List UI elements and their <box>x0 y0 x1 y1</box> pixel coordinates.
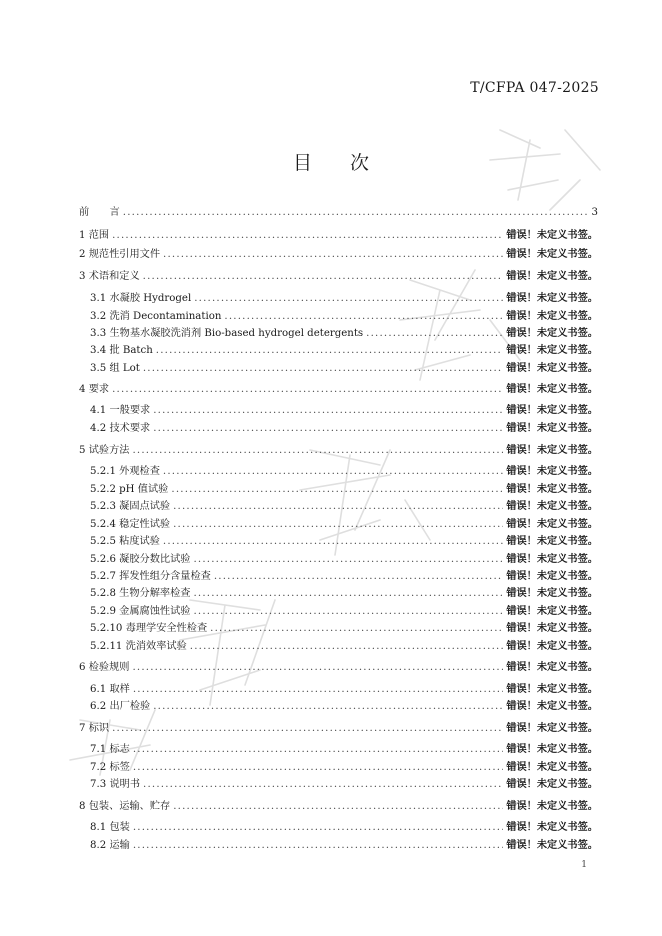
toc-leader-dots <box>193 553 503 567</box>
toc-entry-label: 5.2.3 凝固点试验 <box>90 501 171 512</box>
toc-leader-dots <box>133 839 503 853</box>
toc-entry-label: 5.2.6 凝胶分数比试验 <box>90 554 191 565</box>
toc-leader-dots <box>190 640 504 654</box>
toc-entry-page: 错误！未定义书签。 <box>506 405 598 416</box>
toc-entry[interactable] <box>79 268 598 284</box>
toc-leader-dots <box>112 383 503 397</box>
toc-entry-page: 错误！未定义书签。 <box>506 641 598 652</box>
toc-entry-page: 错误！未定义书签。 <box>506 822 598 833</box>
toc-leader-dots <box>193 587 503 601</box>
toc-leader-dots <box>132 661 503 675</box>
toc-entry-page: 错误！未定义书签。 <box>506 744 598 755</box>
toc-leader-dots <box>123 206 589 220</box>
toc-entry[interactable] <box>79 698 598 714</box>
toc-entry-page: 错误！未定义书签。 <box>506 571 598 582</box>
toc-entry-page: 错误！未定义书签。 <box>506 762 598 773</box>
toc-entry-page: 错误！未定义书签。 <box>506 662 598 673</box>
toc-entry-label: 3.3 生物基水凝胶洗消剂 Bio-based hydrogel detergents <box>90 328 364 339</box>
toc-entry-page: 错误！未定义书签。 <box>506 466 598 477</box>
toc-entry-label: 8.2 运输 <box>90 840 130 851</box>
toc-entry[interactable] <box>79 402 598 418</box>
toc-entry[interactable] <box>79 533 598 549</box>
toc-leader-dots <box>173 518 503 532</box>
toc-entry[interactable] <box>79 308 598 324</box>
toc-leader-dots <box>133 821 503 835</box>
toc-entry-label: 4.1 一般要求 <box>90 405 151 416</box>
toc-entry-page: 错误！未定义书签。 <box>506 384 598 395</box>
toc-entry-page: 错误！未定义书签。 <box>506 345 598 356</box>
toc-entry-label: 4 要求 <box>79 384 110 395</box>
toc-entry[interactable] <box>79 246 598 262</box>
toc-entry[interactable] <box>79 227 598 243</box>
toc-entry-page: 错误！未定义书签。 <box>506 554 598 565</box>
toc-entry[interactable] <box>79 498 598 514</box>
toc-title: 目 次 <box>292 152 370 174</box>
toc-entry[interactable] <box>79 420 598 436</box>
toc-entry[interactable] <box>79 516 598 532</box>
toc-entry-page: 错误！未定义书签。 <box>506 701 598 712</box>
toc-entry[interactable] <box>79 204 598 220</box>
toc-entry-label: 7.2 标签 <box>90 762 130 773</box>
toc-entry[interactable] <box>79 481 598 497</box>
toc-leader-dots <box>366 327 503 341</box>
toc-leader-dots <box>112 229 503 243</box>
toc-entry-label: 7.3 说明书 <box>90 779 141 790</box>
toc-entry-label: 3.2 洗消 Decontamination <box>90 311 222 322</box>
toc-entry-label: 3.5 组 Lot <box>90 363 140 374</box>
toc-entry[interactable] <box>79 290 598 306</box>
toc-entry-label: 7.1 标志 <box>90 744 130 755</box>
toc-leader-dots <box>153 700 503 714</box>
toc-entry-page: 错误！未定义书签。 <box>506 623 598 634</box>
toc-entry[interactable] <box>79 360 598 376</box>
document-code: T/CFPA 047-2025 <box>470 80 599 96</box>
toc-entry[interactable] <box>79 837 598 853</box>
toc-leader-dots <box>173 500 503 514</box>
toc-entry-page: 错误！未定义书签。 <box>506 840 598 851</box>
toc-leader-dots <box>210 622 503 636</box>
toc-entry-page: 错误！未定义书签。 <box>506 484 598 495</box>
toc-entry[interactable] <box>79 776 598 792</box>
toc-entry[interactable] <box>79 620 598 636</box>
toc-leader-dots <box>163 248 503 262</box>
toc-leader-dots <box>153 422 503 436</box>
toc-entry-page: 错误！未定义书签。 <box>506 801 598 812</box>
toc-entry-label: 2 规范性引用文件 <box>79 249 161 260</box>
toc-leader-dots <box>193 605 503 619</box>
toc-entry[interactable] <box>79 638 598 654</box>
toc-leader-dots <box>132 444 503 458</box>
toc-entry[interactable] <box>79 603 598 619</box>
toc-entry-label: 前 言 <box>79 207 120 218</box>
toc-leader-dots <box>214 570 503 584</box>
toc-entry[interactable] <box>79 551 598 567</box>
toc-entry-page: 错误！未定义书签。 <box>506 328 598 339</box>
toc-leader-dots <box>143 778 503 792</box>
toc-entry[interactable] <box>79 585 598 601</box>
toc-entry[interactable] <box>79 819 598 835</box>
toc-entry-page: 错误！未定义书签。 <box>506 293 598 304</box>
toc-entry[interactable] <box>79 463 598 479</box>
toc-entry-label: 7 标识 <box>79 723 110 734</box>
toc-entry-page: 错误！未定义书签。 <box>506 723 598 734</box>
toc-leader-dots <box>171 483 503 497</box>
toc-leader-dots <box>153 404 503 418</box>
toc-entry-label: 3.4 批 Batch <box>90 345 153 356</box>
toc-entry-label: 5.2.1 外观检查 <box>90 466 160 477</box>
toc-entry-label: 4.2 技术要求 <box>90 423 151 434</box>
toc-entry-label: 3.1 水凝胶 Hydrogel <box>90 293 192 304</box>
toc-leader-dots <box>194 292 503 306</box>
toc-entry-label: 5.2.4 稳定性试验 <box>90 519 171 530</box>
toc-entry[interactable] <box>79 659 598 675</box>
toc-leader-dots <box>133 761 503 775</box>
toc-leader-dots <box>224 310 503 324</box>
toc-leader-dots <box>143 270 504 284</box>
page-number: 1 <box>581 860 587 870</box>
toc-entry-label: 6 检验规则 <box>79 662 130 673</box>
toc-entry[interactable] <box>79 720 598 736</box>
toc-entry-page: 错误！未定义书签。 <box>506 230 598 241</box>
toc-leader-dots <box>133 683 503 697</box>
toc-entry-label: 5.2.11 洗消效率试验 <box>90 641 187 652</box>
toc-entry-page: 错误！未定义书签。 <box>506 501 598 512</box>
toc-entry-label: 5.2.10 毒理学安全性检查 <box>90 623 208 634</box>
toc-entry[interactable] <box>79 741 598 757</box>
toc-entry-label: 5.2.5 粘度试验 <box>90 536 160 547</box>
toc-leader-dots <box>173 800 503 814</box>
toc-entry-page: 错误！未定义书签。 <box>506 519 598 530</box>
toc-entry-label: 5 试验方法 <box>79 445 130 456</box>
toc-entry[interactable] <box>79 759 598 775</box>
toc-leader-dots <box>143 362 503 376</box>
toc-entry-label: 8 包装、运输、贮存 <box>79 801 171 812</box>
toc-entry-page: 错误！未定义书签。 <box>506 423 598 434</box>
toc-entry-label: 6.1 取样 <box>90 684 130 695</box>
toc-entry-page: 错误！未定义书签。 <box>506 311 598 322</box>
toc-entry-label: 5.2.9 金属腐蚀性试验 <box>90 606 191 617</box>
toc-entry-label: 5.2.2 pH 值试验 <box>90 484 169 495</box>
toc-entry[interactable] <box>79 681 598 697</box>
toc-entry[interactable] <box>79 442 598 458</box>
toc-entry-label: 3 术语和定义 <box>79 271 140 282</box>
toc-entry-page: 3 <box>591 207 598 218</box>
toc-entry-page: 错误！未定义书签。 <box>506 363 598 374</box>
toc-entry-page: 错误！未定义书签。 <box>506 271 598 282</box>
toc-entry-label: 8.1 包装 <box>90 822 130 833</box>
toc-entry[interactable] <box>79 568 598 584</box>
toc-leader-dots <box>163 465 503 479</box>
toc-leader-dots <box>112 722 503 736</box>
toc-entry-page: 错误！未定义书签。 <box>506 606 598 617</box>
toc-entry-label: 6.2 出厂检验 <box>90 701 151 712</box>
toc-entry[interactable] <box>79 342 598 358</box>
toc-entry-page: 错误！未定义书签。 <box>506 536 598 547</box>
toc-entry-label: 5.2.7 挥发性组分含量检查 <box>90 571 211 582</box>
toc-entry[interactable] <box>79 381 598 397</box>
toc-entry-page: 错误！未定义书签。 <box>506 588 598 599</box>
toc-entry-label: 5.2.8 生物分解率检查 <box>90 588 191 599</box>
toc-entry[interactable] <box>79 325 598 341</box>
toc-leader-dots <box>133 743 503 757</box>
toc-entry-page: 错误！未定义书签。 <box>506 445 598 456</box>
toc-leader-dots <box>156 344 504 358</box>
toc-leader-dots <box>163 535 503 549</box>
toc-entry-page: 错误！未定义书签。 <box>506 779 598 790</box>
toc-entry-label: 1 范围 <box>79 230 110 241</box>
toc-entry[interactable] <box>79 798 598 814</box>
toc-entry-page: 错误！未定义书签。 <box>506 684 598 695</box>
toc-entry-page: 错误！未定义书签。 <box>506 249 598 260</box>
